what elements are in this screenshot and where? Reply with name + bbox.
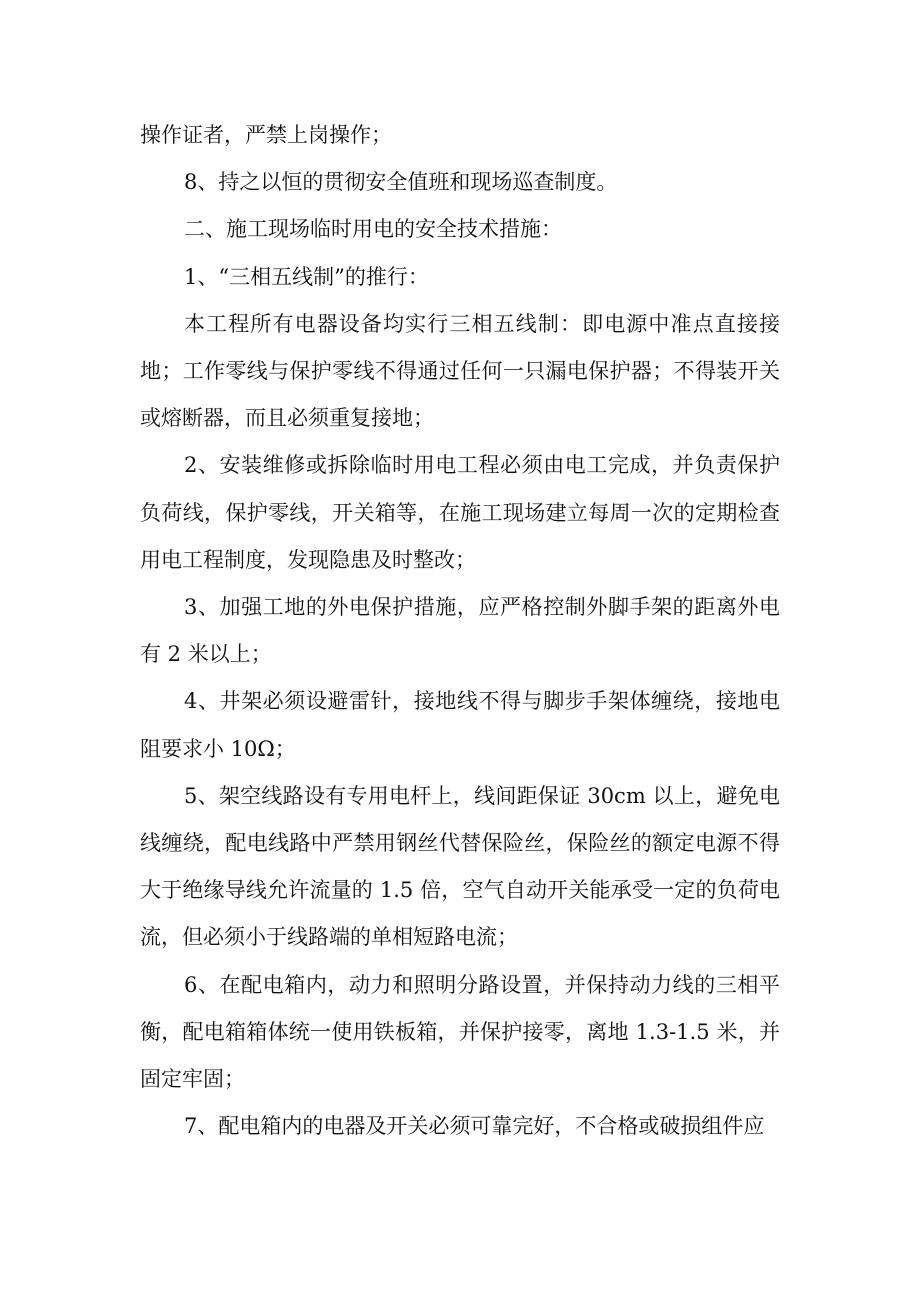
paragraph-three-phase-five-wire: 本工程所有电器设备均实行三相五线制：即电源中准点直接接地；工作零线与保护零线不得通过任何一只漏电保护器；不得装开关或熔断器，而且必须重复接地； [140, 311, 780, 431]
paragraph-continuation: 操作证者，严禁上岗操作； [140, 123, 392, 147]
document-body [140, 112, 780, 1150]
paragraph-item-3: 3、加强工地的外电保护措施，应严格控制外脚手架的距离外电有 2 米以上； [140, 595, 780, 667]
paragraph-item-2: 2、安装维修或拆除临时用电工程必须由电工完成，并负责保护负荷线，保护零线，开关箱等，在施工现场建立每周一次的定期检查用电工程制度，发现隐患及时整改； [140, 453, 780, 572]
section-heading-2: 二、施工现场临时用电的安全技术措施： [184, 217, 562, 242]
paragraph-item-4: 4、井架必须设避雷针，接地线不得与脚步手架体缠绕，接地电阻要求小 10Ω； [140, 689, 780, 761]
paragraph-item-8: 8、持之以恒的贯彻安全值班和现场巡查制度。 [184, 170, 618, 195]
paragraph-item-6: 6、在配电箱内，动力和照明分路设置，并保持动力线的三相平衡，配电箱箱体统一使用铁板箱，并保护接零，离地 1.3-1.5 米，并固定牢固； [140, 972, 780, 1092]
paragraph-item-1: 1、“三相五线制”的推行： [184, 264, 429, 289]
paragraph-item-7: 7、配电箱内的电器及开关必须可靠完好，不合格或破损组件应 [184, 1114, 765, 1139]
paragraph-item-5: 5、架空线路设有专用电杆上，线间距保证 30cm 以上，避免电线缠绕，配电线路中严禁用钢丝代替保险丝，保险丝的额定电源不得大于绝缘导线允许流量的 1.5 倍，空气自动开关能承受一定的负荷电流，但必须小于线路端的单相短路电流； [140, 783, 780, 950]
